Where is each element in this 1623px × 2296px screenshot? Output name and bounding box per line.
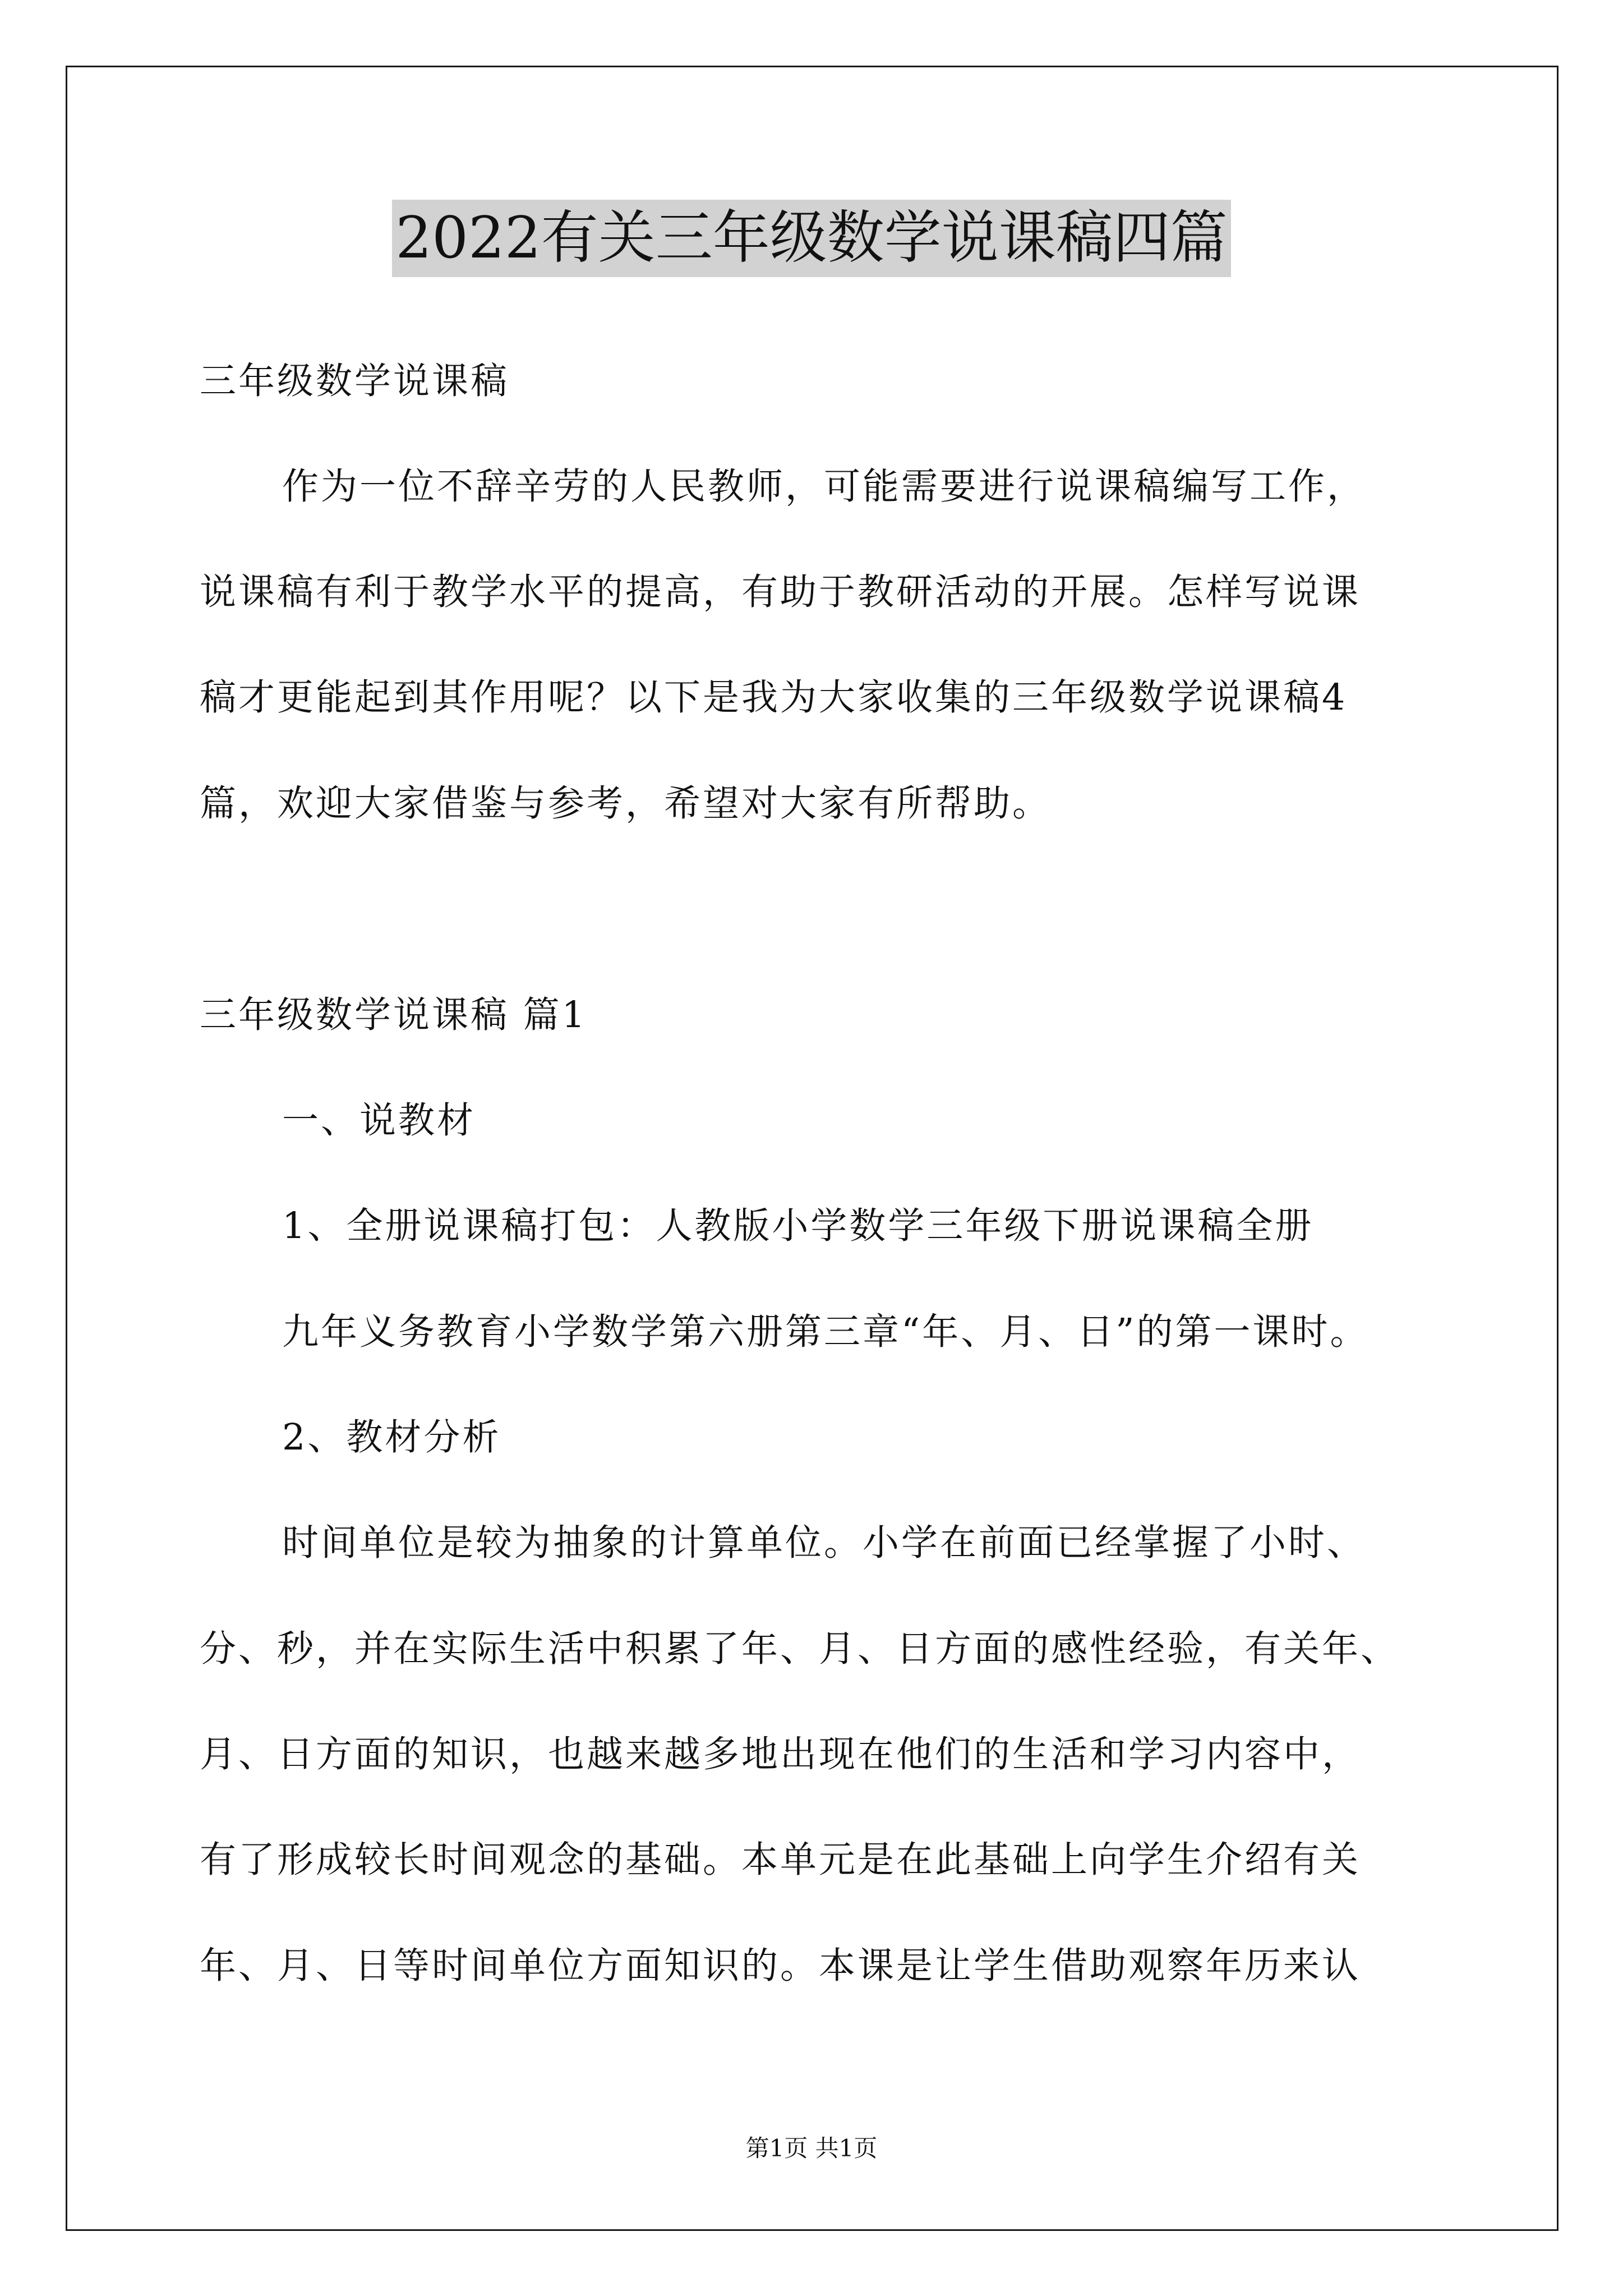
paragraph-line: 稿才更能起到其作用呢？以下是我为大家收集的三年级数学说课稿4 [200, 677, 1348, 719]
page-footer: 第1页 共1页 [745, 2134, 878, 2162]
paragraph-line: 有了形成较长时间观念的基础。本单元是在此基础上向学生介绍有关 [200, 1839, 1361, 1881]
paragraph-line: 说课稿有利于教学水平的提高，有助于教研活动的开展。怎样写说课 [200, 571, 1361, 613]
paragraph-line: 2、教材分析 [282, 1416, 501, 1458]
section-heading: 三年级数学说课稿 [200, 360, 510, 402]
paragraph-line: 一、说教材 [282, 1099, 476, 1142]
paragraph-line: 年、月、日等时间单位方面知识的。本课是让学生借助观察年历来认 [200, 1945, 1361, 1987]
document-title: 2022有关三年级数学说课稿四篇 [392, 200, 1231, 277]
title-container [0, 200, 1623, 277]
paragraph-line: 篇，欢迎大家借鉴与参考，希望对大家有所帮助。 [200, 783, 1052, 825]
paragraph-line: 1、全册说课稿打包：人教版小学数学三年级下册说课稿全册 [282, 1205, 1314, 1247]
paragraph-line: 月、日方面的知识，也越来越多地出现在他们的生活和学习内容中， [200, 1733, 1361, 1775]
paragraph-line: 时间单位是较为抽象的计算单位。小学在前面已经掌握了小时、 [282, 1522, 1366, 1564]
section-heading: 三年级数学说课稿 篇1 [200, 994, 588, 1036]
paragraph-line: 九年义务教育小学数学第六册第三章“年、月、日”的第一课时。 [282, 1311, 1369, 1353]
paragraph-line: 分、秒，并在实际生活中积累了年、月、日方面的感性经验，有关年、 [200, 1628, 1400, 1670]
paragraph-line: 作为一位不辞辛劳的人民教师，可能需要进行说课稿编写工作， [282, 466, 1366, 508]
